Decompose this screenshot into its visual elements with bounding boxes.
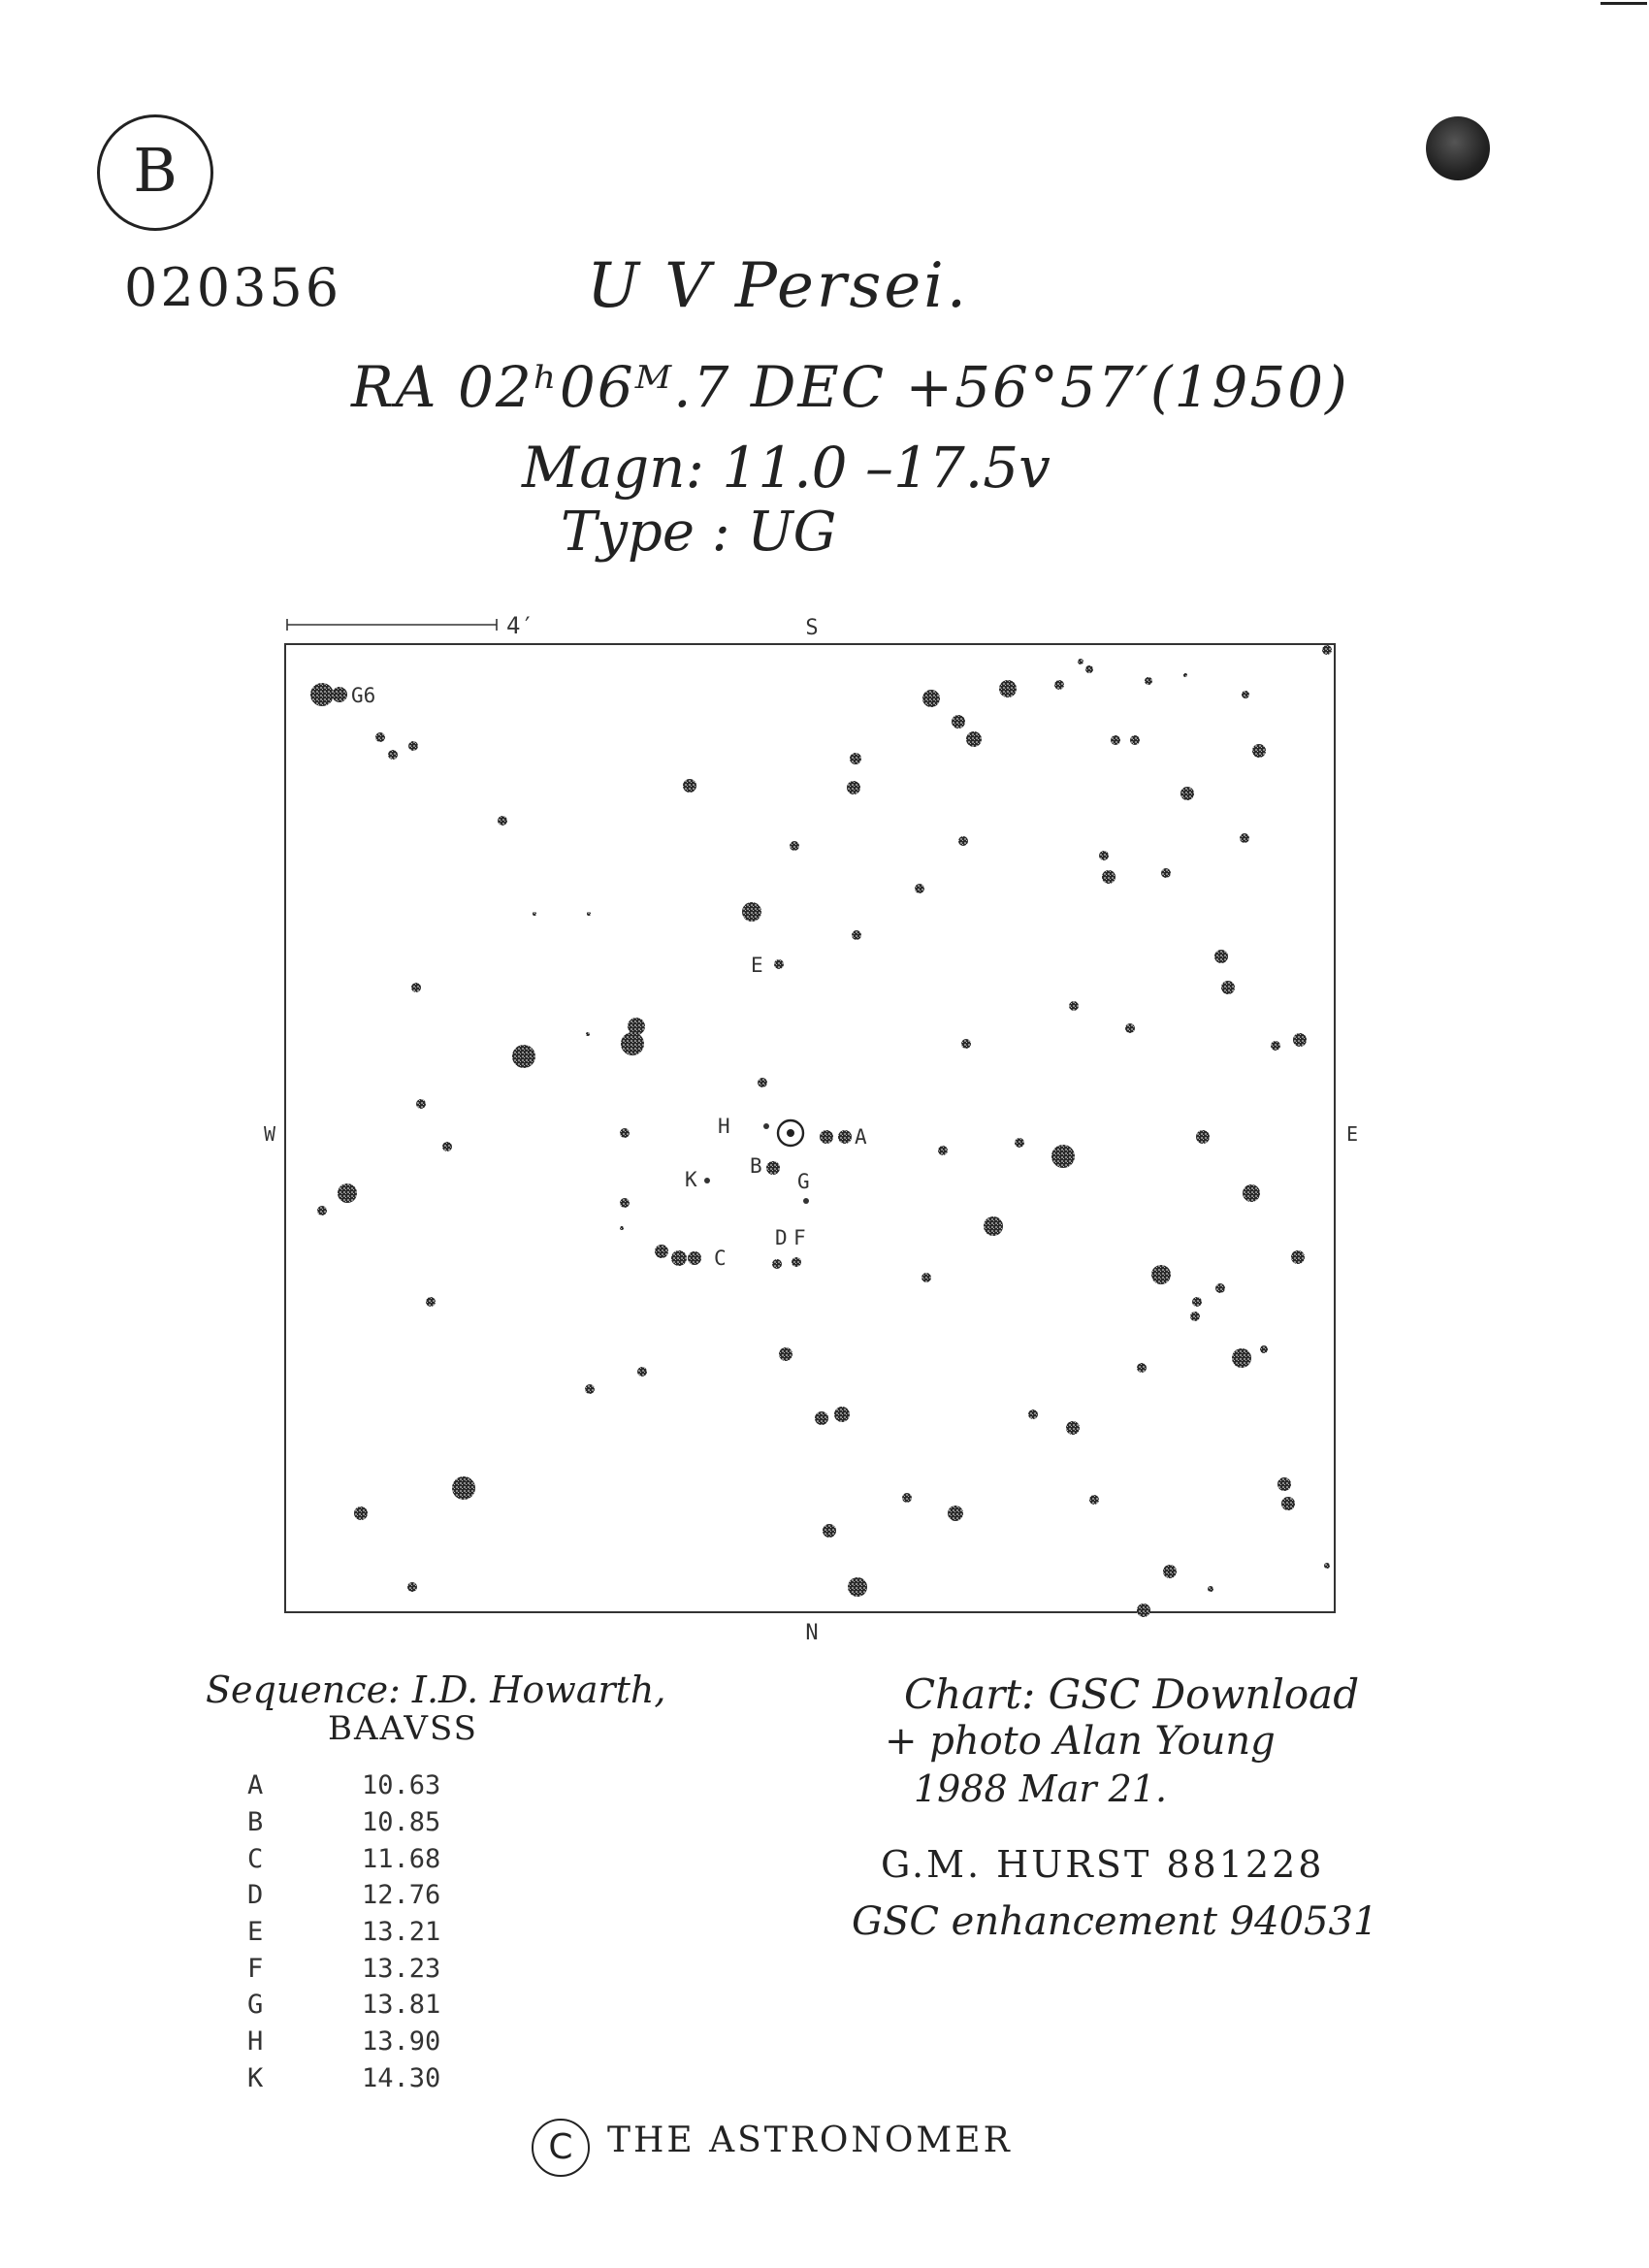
sequence-magnitude: 12.76 (362, 1880, 441, 1911)
sequence-star-label: H (247, 2026, 264, 2057)
direction-right: E (1346, 1122, 1359, 1146)
gsc-enhancement-note: GSC enhancement 940531 (852, 1899, 1378, 1944)
field-stars (310, 645, 1332, 1617)
sequence-magnitude: 13.81 (362, 1990, 441, 2021)
sequence-magnitude: 13.23 (362, 1953, 441, 1984)
comparison-label-f: F (793, 1226, 806, 1249)
top-edge-mark (1600, 2, 1647, 5)
magnitude-range: Magn: 11.0 –17.5v (522, 435, 1051, 501)
variable-star-marker (778, 1120, 803, 1146)
sequence-star-label: F (247, 1953, 264, 1984)
sequence-row (238, 1767, 440, 1804)
comparison-label-k: K (685, 1168, 697, 1191)
scale-bar (287, 612, 534, 639)
sequence-source: BAAVSS (328, 1709, 478, 1748)
variable-type: Type : UG (561, 501, 837, 564)
sequence-star-label: K (247, 2062, 264, 2093)
comparison-label-c: C (714, 1247, 727, 1270)
comparison-label-g: G (797, 1170, 810, 1193)
sequence-magnitude: 10.63 (362, 1770, 441, 1801)
star-chart (262, 601, 1368, 1649)
sequence-row (238, 1840, 440, 1877)
sequence-star-label: G (247, 1990, 264, 2021)
comparison-label-b: B (750, 1154, 762, 1178)
photo-credit: + photo Alan Young (885, 1719, 1276, 1764)
sequence-title: Sequence: I.D. Howarth, (206, 1669, 666, 1711)
sequence-row (238, 1914, 440, 1951)
star-name: U V Persei. (587, 250, 970, 322)
star-h (763, 1123, 769, 1129)
sequence-row (238, 1987, 440, 2024)
copyright-holder: THE ASTRONOMER (607, 2121, 1013, 2160)
star-designation: 020356 (124, 257, 342, 318)
sequence-row (238, 2060, 440, 2097)
comparison-label-e: E (751, 954, 763, 977)
copyright-symbol: C (532, 2119, 590, 2177)
direction-top: S (805, 616, 819, 640)
sequence-star-label: D (247, 1880, 264, 1911)
punch-hole-dot (1426, 116, 1490, 180)
sequence-table (238, 1767, 440, 2096)
sequence-magnitude: 10.85 (362, 1807, 441, 1838)
star-k (704, 1178, 710, 1183)
star-b (766, 1161, 780, 1175)
comparison-label-d: D (775, 1226, 788, 1249)
coordinates: RA 02ʰ06ᴹ.7 DEC +56°57′(1950) (351, 354, 1349, 420)
sequence-row (238, 1804, 440, 1841)
sequence-magnitude: 11.68 (362, 1843, 441, 1874)
photo-date: 1988 Mar 21. (914, 1767, 1168, 1810)
direction-bottom: N (805, 1621, 819, 1645)
sequence-star-label: C (247, 1843, 264, 1874)
chart-id: B (133, 135, 178, 206)
sequence-magnitude: 13.90 (362, 2026, 441, 2057)
chart-source: Chart: GSC Download (904, 1670, 1360, 1718)
comparison-label-g6: G6 (351, 684, 376, 707)
scale-label: 4′ (506, 612, 534, 639)
sequence-star-label: A (247, 1770, 264, 1801)
sequence-row (238, 1950, 440, 1987)
sequence-star-label: B (247, 1807, 264, 1838)
chart-id-badge (97, 114, 213, 231)
sequence-magnitude: 13.21 (362, 1917, 441, 1948)
chart-frame (285, 644, 1335, 1612)
comparison-label-h: H (718, 1115, 730, 1138)
sequence-magnitude: 14.30 (362, 2062, 441, 2093)
star-g (803, 1198, 809, 1204)
sequence-row (238, 1877, 440, 1914)
direction-left: W (264, 1122, 276, 1146)
author-signature: G.M. HURST 881228 (881, 1843, 1325, 1886)
sequence-row (238, 2024, 440, 2060)
comparison-label-a: A (855, 1125, 867, 1149)
sequence-star-label: E (247, 1917, 264, 1948)
